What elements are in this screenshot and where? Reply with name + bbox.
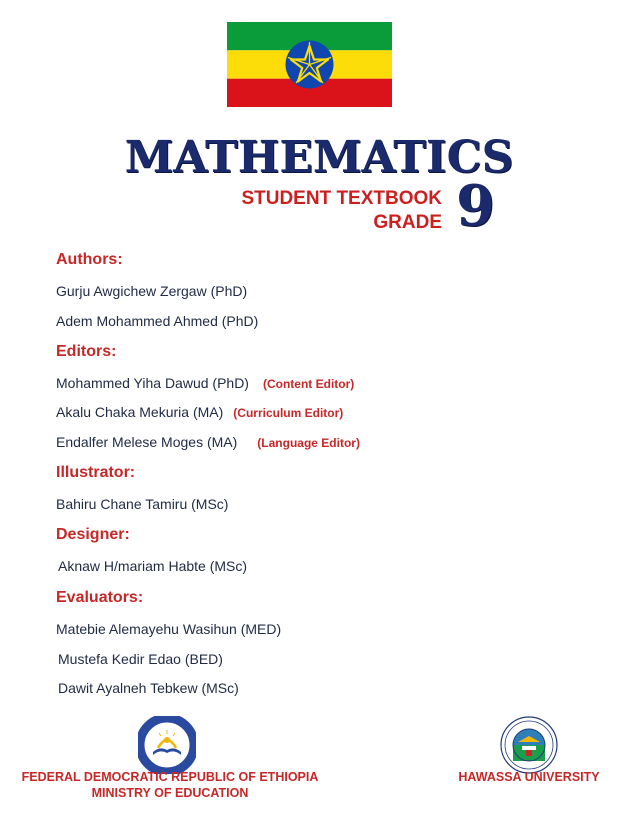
book-title: MATHEMATICS bbox=[124, 132, 514, 183]
footer-country-name: FEDERAL DEMOCRATIC REPUBLIC OF ETHIOPIA bbox=[21, 770, 319, 784]
subtitle-grade: GRADE bbox=[373, 212, 442, 233]
footer-ministry-name: MINISTRY OF EDUCATION bbox=[91, 786, 249, 800]
ethiopia-flag-icon bbox=[227, 22, 392, 107]
editor-role: (Content Editor) bbox=[262, 377, 355, 391]
ministry-of-education-seal-icon bbox=[138, 716, 196, 774]
evaluator-name: Mustefa Kedir Edao (BED) bbox=[58, 651, 223, 667]
editor-entry bbox=[56, 404, 343, 420]
illustrator-heading: Illustrator: bbox=[56, 464, 136, 481]
editor-role: (Curriculum Editor) bbox=[233, 406, 344, 420]
editors-heading: Editors: bbox=[56, 343, 117, 360]
designer-name: Aknaw H/mariam Habte (MSc) bbox=[58, 558, 248, 574]
editor-entry bbox=[56, 434, 360, 450]
grade-number: 9 bbox=[456, 173, 495, 239]
illustrator-name: Bahiru Chane Tamiru (MSc) bbox=[56, 496, 229, 512]
authors-heading: Authors: bbox=[56, 251, 123, 268]
hawassa-university-seal-icon bbox=[500, 716, 558, 774]
footer-university-name: HAWASSA UNIVERSITY bbox=[458, 770, 600, 784]
editor-name: Mohammed Yiha Dawud (PhD) bbox=[56, 375, 249, 391]
author-name: Adem Mohammed Ahmed (PhD) bbox=[56, 313, 259, 329]
subtitle-student-textbook: STUDENT TEXTBOOK bbox=[241, 188, 442, 209]
evaluator-name: Dawit Ayalneh Tebkew (MSc) bbox=[58, 680, 239, 696]
editor-name: Akalu Chaka Mekuria (MA) bbox=[56, 404, 224, 420]
author-name: Gurju Awgichew Zergaw (PhD) bbox=[56, 283, 248, 299]
evaluator-name: Matebie Alemayehu Wasihun (MED) bbox=[56, 621, 282, 637]
evaluators-heading: Evaluators: bbox=[56, 589, 144, 606]
designer-heading: Designer: bbox=[56, 526, 130, 543]
editor-role: (Language Editor) bbox=[257, 436, 360, 450]
editor-entry bbox=[56, 375, 354, 391]
editor-name: Endalfer Melese Moges (MA) bbox=[56, 434, 238, 450]
